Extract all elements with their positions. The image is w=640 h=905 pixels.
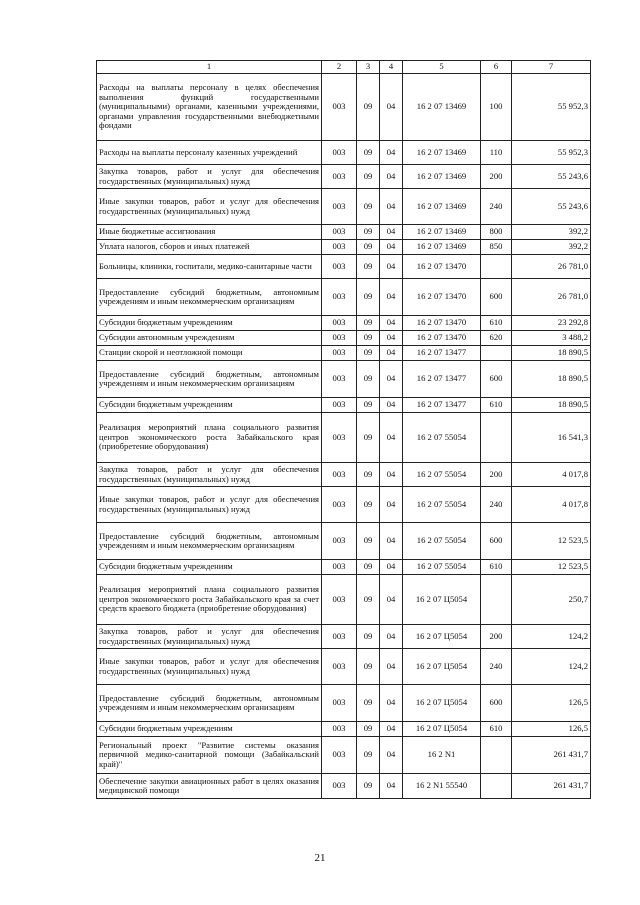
section-cell: 09 <box>357 74 380 141</box>
table-row <box>97 255 591 279</box>
target-article-cell: 16 2 07 Ц5054 <box>403 625 481 649</box>
row-name-cell: Предоставление субсидий бюджетным, автономным учреждениям и иным некоммерческим организациям <box>97 523 322 560</box>
expense-type-cell <box>481 255 512 279</box>
row-name-cell: Иные закупки товаров, работ и услуг для обеспечения государственных (муниципальных) нужд <box>97 487 322 523</box>
section-cell: 09 <box>357 722 380 737</box>
row-name-cell: Реализация мероприятий плана социального развития центров экономического роста Забайкальского края за счет средств краевого бюджета (приобретение оборудования) <box>97 575 322 625</box>
row-name-cell: Расходы на выплаты персоналу казенных учреждений <box>97 141 322 165</box>
admin-code-cell: 003 <box>322 398 357 413</box>
target-article-cell: 16 2 07 13469 <box>403 74 481 141</box>
admin-code-cell: 003 <box>322 316 357 331</box>
section-cell: 09 <box>357 141 380 165</box>
expense-type-cell: 800 <box>481 225 512 240</box>
target-article-cell: 16 2 07 13469 <box>403 240 481 255</box>
table-row <box>97 165 591 189</box>
section-cell: 09 <box>357 560 380 575</box>
target-article-cell: 16 2 07 55054 <box>403 487 481 523</box>
subsection-cell: 04 <box>380 575 403 625</box>
subsection-cell: 04 <box>380 649 403 685</box>
header-cell-4: 4 <box>380 61 403 74</box>
amount-cell: 18 890,5 <box>512 398 591 413</box>
admin-code-cell: 003 <box>322 189 357 225</box>
section-cell: 09 <box>357 189 380 225</box>
admin-code-cell: 003 <box>322 255 357 279</box>
target-article-cell: 16 2 07 13470 <box>403 316 481 331</box>
table-row <box>97 331 591 346</box>
expense-type-cell: 850 <box>481 240 512 255</box>
amount-cell: 55 952,3 <box>512 74 591 141</box>
row-name-cell: Субсидии бюджетным учреждениям <box>97 316 322 331</box>
table-row <box>97 487 591 523</box>
admin-code-cell: 003 <box>322 737 357 774</box>
amount-cell: 261 431,7 <box>512 737 591 774</box>
amount-cell: 4 017,8 <box>512 487 591 523</box>
section-cell: 09 <box>357 575 380 625</box>
subsection-cell: 04 <box>380 279 403 316</box>
subsection-cell: 04 <box>380 346 403 361</box>
admin-code-cell: 003 <box>322 575 357 625</box>
amount-cell: 55 243,6 <box>512 189 591 225</box>
row-name-cell: Иные бюджетные ассигнования <box>97 225 322 240</box>
table-row <box>97 625 591 649</box>
admin-code-cell: 003 <box>322 413 357 463</box>
admin-code-cell: 003 <box>322 331 357 346</box>
target-article-cell: 16 2 07 13477 <box>403 346 481 361</box>
subsection-cell: 04 <box>380 774 403 799</box>
table-row <box>97 685 591 722</box>
section-cell: 09 <box>357 625 380 649</box>
subsection-cell: 04 <box>380 685 403 722</box>
header-cell-7: 7 <box>512 61 591 74</box>
target-article-cell: 16 2 07 13477 <box>403 361 481 398</box>
target-article-cell: 16 2 07 13469 <box>403 141 481 165</box>
amount-cell: 55 952,3 <box>512 141 591 165</box>
table-row <box>97 346 591 361</box>
row-name-cell: Субсидии бюджетным учреждениям <box>97 398 322 413</box>
admin-code-cell: 003 <box>322 774 357 799</box>
header-cell-1: 1 <box>97 61 322 74</box>
table-row <box>97 774 591 799</box>
section-cell: 09 <box>357 737 380 774</box>
target-article-cell: 16 2 07 13469 <box>403 189 481 225</box>
amount-cell: 26 781,0 <box>512 255 591 279</box>
expense-type-cell: 610 <box>481 398 512 413</box>
header-cell-2: 2 <box>322 61 357 74</box>
target-article-cell: 16 2 07 55054 <box>403 413 481 463</box>
subsection-cell: 04 <box>380 189 403 225</box>
row-name-cell: Реализация мероприятий плана социального развития центров экономического роста Забайкальского края (приобретение оборудования) <box>97 413 322 463</box>
amount-cell: 124,2 <box>512 625 591 649</box>
expense-type-cell: 240 <box>481 649 512 685</box>
table-row <box>97 189 591 225</box>
subsection-cell: 04 <box>380 74 403 141</box>
amount-cell: 23 292,8 <box>512 316 591 331</box>
section-cell: 09 <box>357 165 380 189</box>
amount-cell: 55 243,6 <box>512 165 591 189</box>
target-article-cell: 16 2 07 13477 <box>403 398 481 413</box>
table-row <box>97 649 591 685</box>
section-cell: 09 <box>357 774 380 799</box>
table-row <box>97 737 591 774</box>
expense-type-cell: 600 <box>481 361 512 398</box>
row-name-cell: Закупка товаров, работ и услуг для обеспечения государственных (муниципальных) нужд <box>97 625 322 649</box>
target-article-cell: 16 2 07 55054 <box>403 463 481 487</box>
table-row <box>97 575 591 625</box>
subsection-cell: 04 <box>380 165 403 189</box>
subsection-cell: 04 <box>380 240 403 255</box>
section-cell: 09 <box>357 523 380 560</box>
target-article-cell: 16 2 07 Ц5054 <box>403 575 481 625</box>
target-article-cell: 16 2 07 55054 <box>403 523 481 560</box>
section-cell: 09 <box>357 225 380 240</box>
subsection-cell: 04 <box>380 523 403 560</box>
section-cell: 09 <box>357 316 380 331</box>
subsection-cell: 04 <box>380 722 403 737</box>
admin-code-cell: 003 <box>322 649 357 685</box>
admin-code-cell: 003 <box>322 685 357 722</box>
section-cell: 09 <box>357 361 380 398</box>
section-cell: 09 <box>357 398 380 413</box>
expense-type-cell: 200 <box>481 463 512 487</box>
admin-code-cell: 003 <box>322 141 357 165</box>
row-name-cell: Предоставление субсидий бюджетным, автономным учреждениям и иным некоммерческим организациям <box>97 685 322 722</box>
subsection-cell: 04 <box>380 413 403 463</box>
row-name-cell: Субсидии бюджетным учреждениям <box>97 560 322 575</box>
row-name-cell: Закупка товаров, работ и услуг для обеспечения государственных (муниципальных) нужд <box>97 165 322 189</box>
section-cell: 09 <box>357 255 380 279</box>
section-cell: 09 <box>357 487 380 523</box>
row-name-cell: Обеспечение закупки авиационных работ в целях оказания медицинской помощи <box>97 774 322 799</box>
admin-code-cell: 003 <box>322 487 357 523</box>
admin-code-cell: 003 <box>322 346 357 361</box>
admin-code-cell: 003 <box>322 523 357 560</box>
table-row <box>97 463 591 487</box>
table-row <box>97 225 591 240</box>
subsection-cell: 04 <box>380 398 403 413</box>
admin-code-cell: 003 <box>322 722 357 737</box>
table-row <box>97 722 591 737</box>
expense-type-cell: 100 <box>481 74 512 141</box>
section-cell: 09 <box>357 240 380 255</box>
target-article-cell: 16 2 07 13470 <box>403 331 481 346</box>
section-cell: 09 <box>357 463 380 487</box>
expense-type-cell: 600 <box>481 685 512 722</box>
row-name-cell: Уплата налогов, сборов и иных платежей <box>97 240 322 255</box>
section-cell: 09 <box>357 346 380 361</box>
expense-type-cell: 240 <box>481 487 512 523</box>
subsection-cell: 04 <box>380 331 403 346</box>
target-article-cell: 16 2 N1 <box>403 737 481 774</box>
subsection-cell: 04 <box>380 141 403 165</box>
amount-cell: 261 431,7 <box>512 774 591 799</box>
target-article-cell: 16 2 07 Ц5054 <box>403 649 481 685</box>
target-article-cell: 16 2 07 Ц5054 <box>403 722 481 737</box>
target-article-cell: 16 2 07 13470 <box>403 279 481 316</box>
table-row <box>97 316 591 331</box>
row-name-cell: Иные закупки товаров, работ и услуг для обеспечения государственных (муниципальных) нужд <box>97 649 322 685</box>
subsection-cell: 04 <box>380 737 403 774</box>
admin-code-cell: 003 <box>322 225 357 240</box>
amount-cell: 12 523,5 <box>512 560 591 575</box>
amount-cell: 18 890,5 <box>512 361 591 398</box>
expense-type-cell: 610 <box>481 316 512 331</box>
admin-code-cell: 003 <box>322 625 357 649</box>
amount-cell: 4 017,8 <box>512 463 591 487</box>
admin-code-cell: 003 <box>322 240 357 255</box>
admin-code-cell: 003 <box>322 279 357 316</box>
admin-code-cell: 003 <box>322 165 357 189</box>
row-name-cell: Станции скорой и неотложной помощи <box>97 346 322 361</box>
subsection-cell: 04 <box>380 316 403 331</box>
admin-code-cell: 003 <box>322 560 357 575</box>
table-row <box>97 361 591 398</box>
row-name-cell: Больницы, клиники, госпитали, медико-санитарные части <box>97 255 322 279</box>
expense-type-cell <box>481 346 512 361</box>
expense-type-cell: 110 <box>481 141 512 165</box>
target-article-cell: 16 2 07 13469 <box>403 225 481 240</box>
section-cell: 09 <box>357 279 380 316</box>
target-article-cell: 16 2 07 13470 <box>403 255 481 279</box>
section-cell: 09 <box>357 649 380 685</box>
expense-type-cell: 610 <box>481 560 512 575</box>
amount-cell: 16 541,3 <box>512 413 591 463</box>
target-article-cell: 16 2 N1 55540 <box>403 774 481 799</box>
row-name-cell: Расходы на выплаты персоналу в целях обеспечения выполнения функций государственными (муниципальными) органами, казенными учреждениями, органами управления государственными внебюджетными фондами <box>97 74 322 141</box>
expense-type-cell: 200 <box>481 165 512 189</box>
subsection-cell: 04 <box>380 255 403 279</box>
section-cell: 09 <box>357 413 380 463</box>
section-cell: 09 <box>357 685 380 722</box>
subsection-cell: 04 <box>380 361 403 398</box>
table-row <box>97 141 591 165</box>
expense-type-cell <box>481 413 512 463</box>
subsection-cell: 04 <box>380 463 403 487</box>
admin-code-cell: 003 <box>322 463 357 487</box>
amount-cell: 392,2 <box>512 240 591 255</box>
expense-type-cell: 610 <box>481 722 512 737</box>
target-article-cell: 16 2 07 13469 <box>403 165 481 189</box>
amount-cell: 18 890,5 <box>512 346 591 361</box>
amount-cell: 12 523,5 <box>512 523 591 560</box>
expense-type-cell <box>481 575 512 625</box>
table-row <box>97 74 591 141</box>
amount-cell: 3 488,2 <box>512 331 591 346</box>
row-name-cell: Предоставление субсидий бюджетным, автономным учреждениям и иным некоммерческим организациям <box>97 279 322 316</box>
expense-type-cell: 240 <box>481 189 512 225</box>
amount-cell: 126,5 <box>512 685 591 722</box>
header-cell-5: 5 <box>403 61 481 74</box>
table-header-row <box>97 61 591 74</box>
expense-type-cell: 200 <box>481 625 512 649</box>
expense-type-cell <box>481 774 512 799</box>
row-name-cell: Иные закупки товаров, работ и услуг для обеспечения государственных (муниципальных) нужд <box>97 189 322 225</box>
table-row <box>97 523 591 560</box>
subsection-cell: 04 <box>380 560 403 575</box>
subsection-cell: 04 <box>380 225 403 240</box>
section-cell: 09 <box>357 331 380 346</box>
row-name-cell: Предоставление субсидий бюджетным, автономным учреждениям и иным некоммерческим организациям <box>97 361 322 398</box>
table-row <box>97 560 591 575</box>
expense-type-cell: 620 <box>481 331 512 346</box>
subsection-cell: 04 <box>380 487 403 523</box>
table-row <box>97 398 591 413</box>
budget-table <box>96 60 591 799</box>
row-name-cell: Субсидии бюджетным учреждениям <box>97 722 322 737</box>
admin-code-cell: 003 <box>322 74 357 141</box>
expense-type-cell: 600 <box>481 523 512 560</box>
table-row <box>97 240 591 255</box>
header-cell-3: 3 <box>357 61 380 74</box>
row-name-cell: Субсидии автономным учреждениям <box>97 331 322 346</box>
row-name-cell: Региональный проект "Развитие системы оказания первичной медико-санитарной помощи (Забайкальский край)" <box>97 737 322 774</box>
admin-code-cell: 003 <box>322 361 357 398</box>
subsection-cell: 04 <box>380 625 403 649</box>
header-cell-6: 6 <box>481 61 512 74</box>
page-number: 21 <box>314 852 326 864</box>
amount-cell: 26 781,0 <box>512 279 591 316</box>
expense-type-cell <box>481 737 512 774</box>
target-article-cell: 16 2 07 Ц5054 <box>403 685 481 722</box>
expense-type-cell: 600 <box>481 279 512 316</box>
amount-cell: 392,2 <box>512 225 591 240</box>
target-article-cell: 16 2 07 55054 <box>403 560 481 575</box>
row-name-cell: Закупка товаров, работ и услуг для обеспечения государственных (муниципальных) нужд <box>97 463 322 487</box>
amount-cell: 124,2 <box>512 649 591 685</box>
table-row <box>97 413 591 463</box>
amount-cell: 126,5 <box>512 722 591 737</box>
table-row <box>97 279 591 316</box>
amount-cell: 250,7 <box>512 575 591 625</box>
